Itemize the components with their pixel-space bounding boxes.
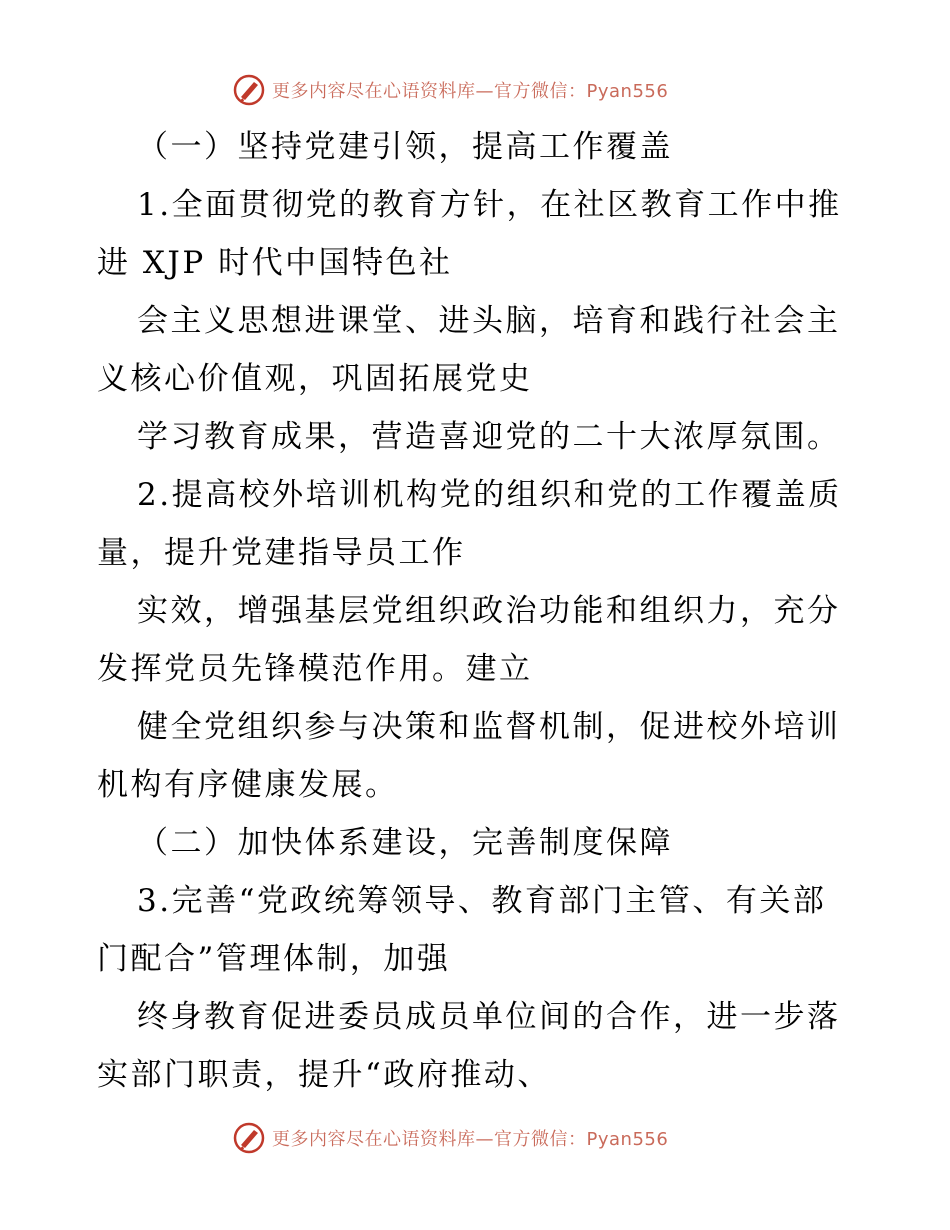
section-heading-1: （一）坚持党建引领，提高工作覆盖 [137,129,673,165]
paragraph-line: 2.提高校外培训机构党的组织和党的工作覆盖质 [137,477,842,513]
paragraph-line: 终身教育促进委员成员单位间的合作，进一步落 [137,999,841,1035]
paragraph-line: 量，提升党建指导员工作 [97,535,466,571]
watermark-footer [232,1120,668,1156]
section-heading-2: （二）加快体系建设，完善制度保障 [137,825,673,861]
paragraph-line: 1.全面贯彻党的教育方针，在社区教育工作中推 [137,187,842,223]
paragraph-line: 发挥党员先锋模范作用。建立 [97,651,533,687]
paragraph-line: 进 XJP 时代中国特色社 [97,245,453,281]
watermark-contact: 官方微信：Pyan556 [494,1129,669,1150]
watermark-text [272,1125,668,1151]
pen-seal-logo-icon [232,1121,266,1155]
paragraph-line: 实部门职责，提升“政府推动、 [97,1057,551,1093]
paragraph-line: 门配合”管理体制，加强 [97,941,451,977]
paragraph-line: 3.完善“党政统筹领导、教育部门主管、有关部 [137,883,827,919]
paragraph-line: 义核心价值观，巩固拓展党史 [97,361,533,397]
paragraph-line: 实效，增强基层党组织政治功能和组织力，充分 [137,593,841,629]
paragraph-line: 机构有序健康发展。 [97,767,399,803]
watermark-brand: 更多内容尽在心语资料库 [272,1129,476,1150]
watermark-text [272,77,668,103]
watermark-brand: 更多内容尽在心语资料库 [272,81,476,102]
document-body [97,118,857,1104]
watermark-separator: — [475,81,494,102]
pen-seal-logo-icon [232,73,266,107]
paragraph-line: 健全党组织参与决策和监督机制，促进校外培训 [137,709,841,745]
watermark-contact: 官方微信：Pyan556 [494,81,669,102]
paragraph-line: 学习教育成果，营造喜迎党的二十大浓厚氛围。 [137,419,841,455]
watermark-separator: — [475,1129,494,1150]
watermark-header [232,72,668,108]
paragraph-line: 会主义思想进课堂、进头脑，培育和践行社会主 [137,303,841,339]
